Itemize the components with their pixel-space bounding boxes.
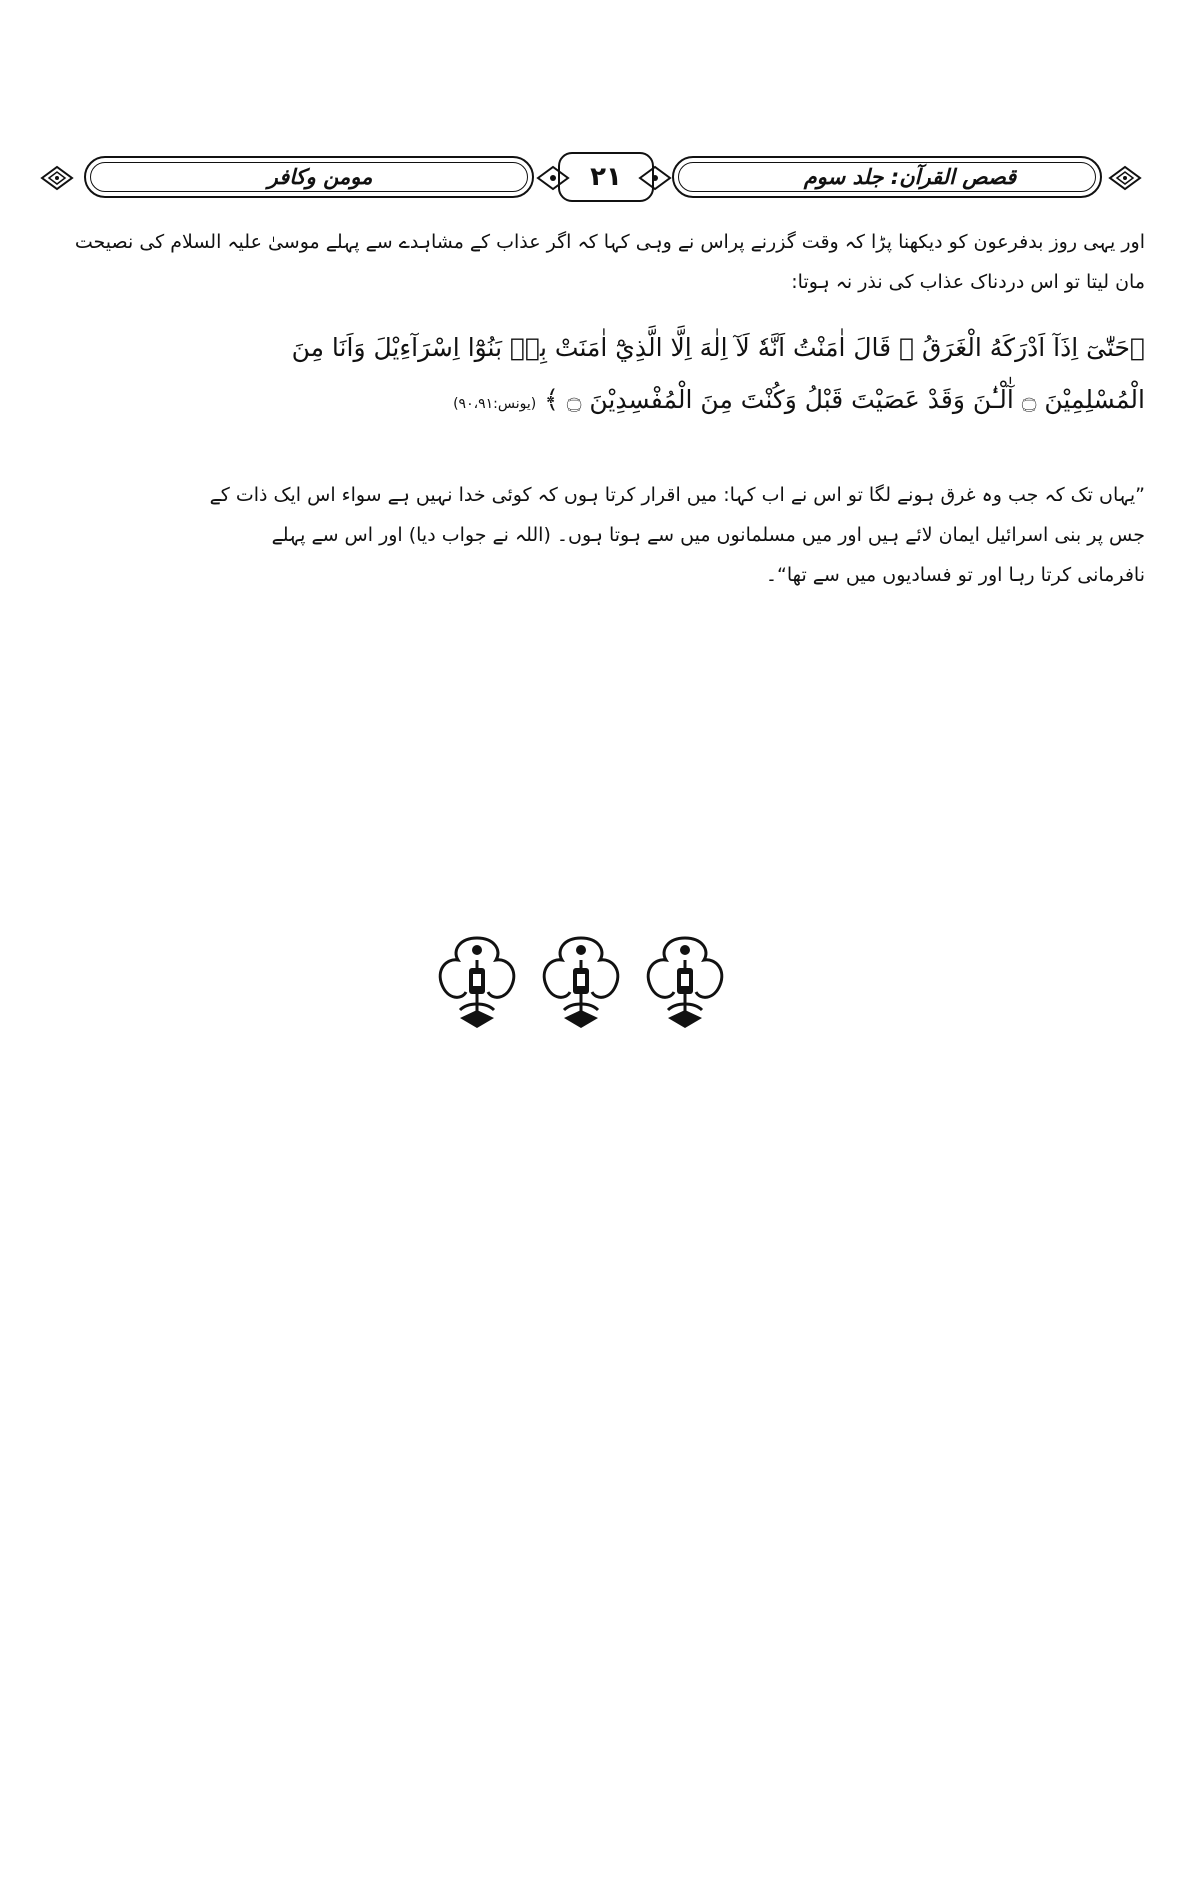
chapter-end-ornaments <box>430 930 750 1030</box>
quran-line-with-reference <box>50 374 1145 426</box>
verse-reference: (یونس:۹۰،۹۱) <box>453 396 537 412</box>
intro-paragraph <box>50 222 1145 302</box>
floral-ornament-icon <box>638 930 732 1030</box>
floral-ornament-icon <box>430 930 524 1030</box>
quran-line: الْمُسْلِمِيْنَ ۝ آٰلْـٰٔنَ وَقَدْ عَصَيْتَ قَبْلُ وَكُنْتَ مِنَ الْمُفْسِدِيْنَ ۝ ﴾ <box>544 385 1145 414</box>
translation-line: جس پر بنی اسرائیل ایمان لائے ہیں اور میں مسلمانوں میں سے ہوتا ہوں۔ (اللہ نے جواب دیا) اور اس سے پہلے <box>271 524 1145 546</box>
page-header <box>40 150 1150 208</box>
book-title: قصص القرآن: جلد سوم <box>803 165 1017 189</box>
translation-paragraph <box>50 475 1145 595</box>
quran-verse <box>50 322 1145 426</box>
paragraph-line: مان لیتا تو اس دردناک عذاب کی نذر نہ ہوتا: <box>791 271 1145 293</box>
header-right-ornament-icon <box>1108 163 1142 193</box>
translation-line: ”یہاں تک کہ جب وہ غرق ہونے لگا تو اس نے اب کہا: میں اقرار کرتا ہوں کہ کوئی خدا نہیں ہے سواء اس ایک ذات کے <box>209 484 1145 506</box>
quran-line: ﴿حَتّٰىٓ اِذَآ اَدْرَكَهُ الْغَرَقُ ۙ قَالَ اٰمَنْتُ اَنَّهٗ لَآ اِلٰهَ اِلَّا الَّذِيْٓ اٰمَنَتْ بِهٖ بَنُوْٓا اِسْرَآءِيْلَ وَاَنَا مِنَ <box>291 333 1145 362</box>
page-number: ۲۱ <box>590 162 622 192</box>
page-number-right-ornament-icon <box>638 163 672 193</box>
header-left-ornament-icon <box>40 163 74 193</box>
translation-line: نافرمانی کرتا رہا اور تو فسادیوں میں سے تھا“۔ <box>765 564 1145 586</box>
paragraph-line: اور یہی روز بدفرعون کو دیکھنا پڑا کہ وقت گزرنے پراس نے وہی کہا کہ اگر عذاب کے مشاہدے سے پہلے موسیٰ علیہ السلام کی نصیحت <box>74 231 1145 253</box>
chapter-title: مومن وکافر <box>267 165 373 189</box>
floral-ornament-icon <box>534 930 628 1030</box>
